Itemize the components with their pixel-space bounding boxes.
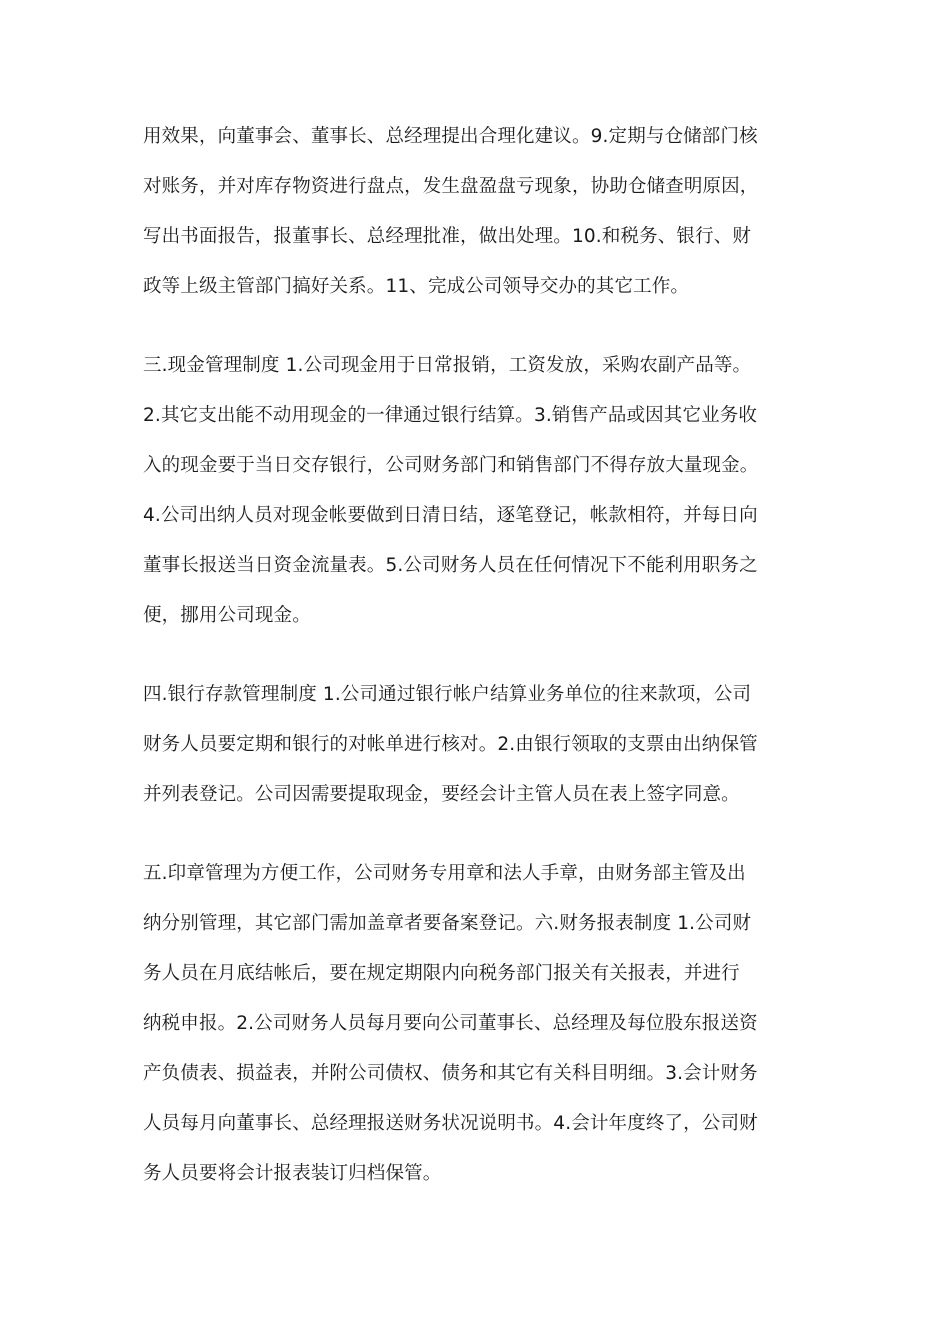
text-line: 三.现金管理制度 1.公司现金用于日常报销，工资发放，采购农副产品等。 [143,355,752,376]
text-line: 董事长报送当日资金流量表。5.公司财务人员在任何情况下不能利用职务之 [143,555,758,576]
paragraph-seal-and-reports [143,849,813,1199]
text-line: 入的现金要于当日交存银行，公司财务部门和销售部门不得存放大量现金。 [143,455,759,476]
text-line: 财务人员要定期和银行的对帐单进行核对。2.由银行领取的支票由出纳保管 [143,734,758,755]
text-line: 并列表登记。公司因需要提取现金，要经会计主管人员在表上签字同意。 [143,784,740,805]
text-line: 产负债表、损益表，并附公司债权、债务和其它有关科目明细。3.会计财务 [143,1063,758,1084]
text-line: 务人员在月底结帐后，要在规定期限内向税务部门报关有关报表，并进行 [143,963,740,984]
text-line: 纳分别管理，其它部门需加盖章者要备案登记。六.财务报表制度 1.公司财 [143,913,752,934]
text-line: 人员每月向董事长、总经理报送财务状况说明书。4.会计年度终了，公司财 [143,1113,758,1134]
text-line: 对账务，并对库存物资进行盘点，发生盘盈盘亏现象，协助仓储查明原因， [143,176,759,197]
text-line: 用效果，向董事会、董事长、总经理提出合理化建议。9.定期与仓储部门核 [143,126,758,147]
text-line: 写出书面报告，报董事长、总经理批准，做出处理。10.和税务、银行、财 [143,226,752,247]
text-line: 便，挪用公司现金。 [143,605,311,626]
paragraph-bank-deposit [143,670,813,820]
text-line: 务人员要将会计报表装订归档保管。 [143,1163,442,1184]
text-line: 四.银行存款管理制度 1.公司通过银行帐户结算业务单位的往来款项，公司 [143,684,752,705]
text-line: 2.其它支出能不动用现金的一律通过银行结算。3.销售产品或因其它业务收 [143,405,758,426]
paragraph-cash-management [143,341,813,641]
text-line: 五.印章管理为方便工作，公司财务专用章和法人手章，由财务部主管及出 [143,863,746,884]
text-line: 纳税申报。2.公司财务人员每月要向公司董事长、总经理及每位股东报送资 [143,1013,758,1034]
paragraph-continued-duties [143,112,813,312]
text-line: 4.公司出纳人员对现金帐要做到日清日结，逐笔登记，帐款相符，并每日向 [143,505,758,526]
document-body [143,112,813,1228]
text-line: 政等上级主管部门搞好关系。11、完成公司领导交办的其它工作。 [143,276,690,297]
